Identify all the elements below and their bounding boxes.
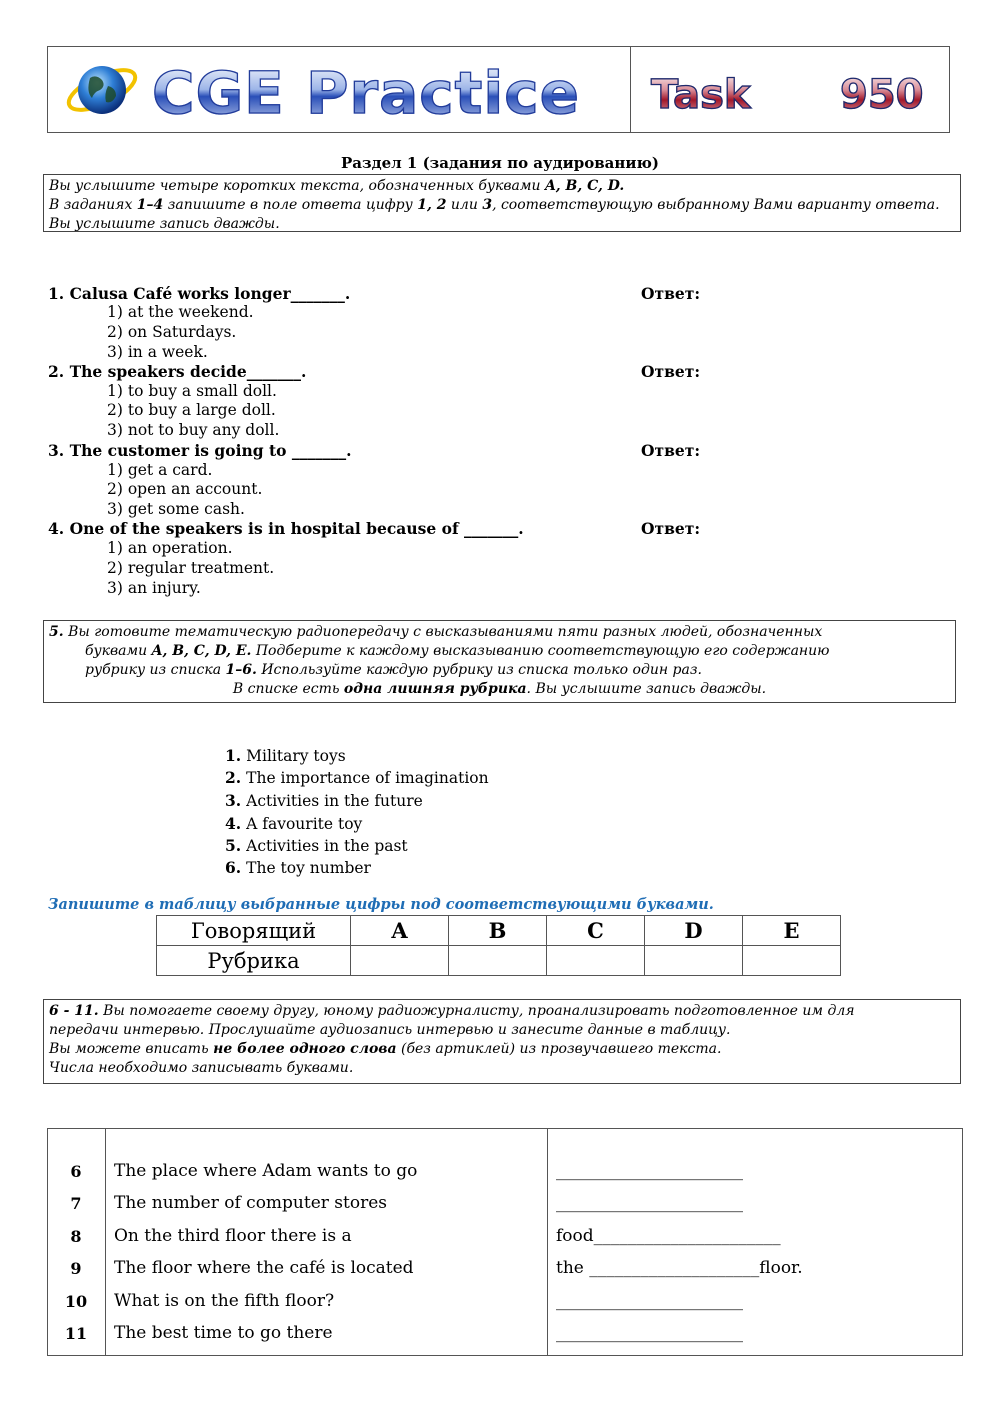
instruction-line: [49, 1040, 955, 1059]
instruction-text: Подберите к каждому высказыванию соответствующую его содержанию: [251, 643, 830, 659]
question-1: 1. Calusa Café works longer_______.: [48, 284, 351, 303]
rubric-text: Military toys: [246, 747, 346, 765]
instruction-text: Вы услышите запись дважды.: [49, 216, 280, 232]
speaker-table: [156, 915, 841, 976]
rubric-number: 2.: [225, 768, 242, 787]
speaker-header: Говорящий: [157, 916, 351, 946]
answer-cell[interactable]: [351, 946, 449, 976]
instruction-text: буквами: [85, 643, 152, 659]
letter-cell: D: [645, 916, 743, 946]
instruction-text: Вы готовите тематическую радиопередачу с высказываниями пяти разных людей, обозначенных: [63, 624, 823, 640]
instruction-bold: 3: [482, 197, 493, 213]
answer-cell[interactable]: [743, 946, 841, 976]
task6-instructions: [43, 999, 961, 1084]
instruction-text: Вы помогаете своему другу, юному радиожурналисту, проанализировать подготовленное им для: [98, 1003, 855, 1019]
answer-blank[interactable]: ______________________: [556, 1291, 743, 1311]
rubric-text: Activities in the past: [246, 837, 408, 855]
rubric-number: 5.: [225, 836, 242, 855]
row-text: The number of computer stores: [114, 1193, 388, 1213]
option: 2) to buy a large doll.: [107, 401, 276, 419]
letter-cell: E: [743, 916, 841, 946]
rubric-number: 3.: [225, 791, 242, 810]
rubric-item: [225, 858, 371, 877]
instruction-line: [49, 623, 950, 642]
globe-icon: [62, 54, 140, 124]
answer-blank[interactable]: ______________________: [556, 1161, 743, 1181]
instruction-line: [49, 642, 950, 661]
instruction-text: Вы услышите четыре коротких текста, обозначенных буквами: [49, 178, 545, 194]
row-number: 6: [70, 1162, 82, 1181]
instruction-bold: A, B, C, D, E.: [151, 643, 252, 659]
answer-label-2: Ответ:: [641, 362, 701, 381]
row-text: On the third floor there is a: [114, 1226, 352, 1246]
option: 1) to buy a small doll.: [107, 382, 277, 400]
instruction-bold: A, B, C, D.: [544, 178, 625, 194]
instruction-line: [49, 1002, 955, 1021]
question-2: 2. The speakers decide_______.: [48, 362, 307, 381]
rubric-header: Рубрика: [157, 946, 351, 976]
instruction-text: В списке есть: [232, 681, 344, 697]
instruction-text: запишите в поле ответа цифру: [163, 197, 418, 213]
letter-cell: A: [351, 916, 449, 946]
instruction-line: [49, 215, 955, 234]
row-number: 7: [70, 1194, 82, 1213]
option: 1) an operation.: [107, 539, 233, 557]
task-number: 950: [840, 72, 924, 118]
instruction-text: . Вы услышите запись дважды.: [526, 681, 767, 697]
answer-blank[interactable]: ______________________: [556, 1323, 743, 1343]
row-number: 9: [70, 1259, 82, 1278]
instruction-line: Числа необходимо записывать буквами.: [49, 1060, 354, 1076]
row-text: The place where Adam wants to go: [114, 1161, 418, 1181]
row-text: What is on the fifth floor?: [114, 1291, 335, 1311]
instruction-line: [49, 661, 950, 680]
instruction-text: В заданиях: [49, 197, 137, 213]
instruction-bold: 1–6.: [225, 662, 257, 678]
rubric-number: 6.: [225, 858, 242, 877]
row-number: 10: [64, 1292, 88, 1311]
answer-cell[interactable]: [449, 946, 547, 976]
rubric-item: [225, 791, 423, 810]
task-number: 5.: [49, 624, 64, 640]
option: 1) get a card.: [107, 461, 213, 479]
option: 2) open an account.: [107, 480, 263, 498]
option: 3) in a week.: [107, 343, 208, 361]
answer-label-3: Ответ:: [641, 441, 701, 460]
answer-blank[interactable]: food______________________: [556, 1226, 781, 1246]
answer-blank[interactable]: the ____________________floor.: [556, 1258, 803, 1278]
rubric-number: 1.: [225, 746, 242, 765]
option: 3) get some cash.: [107, 500, 245, 518]
task5-instructions: [43, 620, 956, 703]
option: 3) an injury.: [107, 579, 201, 597]
instruction-bold: не более одного слова: [213, 1041, 397, 1057]
option: 2) on Saturdays.: [107, 323, 237, 341]
letter-cell: B: [449, 916, 547, 946]
answer-cell[interactable]: [547, 946, 645, 976]
instruction-line: передачи интервью. Прослушайте аудиозапись интервью и занесите данные в таблицу.: [49, 1022, 731, 1038]
instruction-bold: 1, 2: [417, 197, 447, 213]
instruction-bold: 1–4: [136, 197, 164, 213]
section-title: Раздел 1 (задания по аудированию): [341, 154, 659, 172]
rubric-text: A favourite toy: [246, 815, 363, 833]
logo-text: CGE Practice: [152, 59, 580, 127]
answer-label-1: Ответ:: [641, 284, 701, 303]
row-number: 11: [64, 1324, 88, 1343]
task-label: Task: [651, 72, 751, 118]
question-3: 3. The customer is going to _______.: [48, 441, 352, 460]
table-instruction: Запишите в таблицу выбранные цифры под соответствующими буквами.: [48, 896, 714, 913]
row-text: The best time to go there: [114, 1323, 333, 1343]
row-text: The floor where the café is located: [114, 1258, 414, 1278]
instruction-text: , соответствующую выбранному Вами варианту ответа.: [492, 197, 940, 213]
rubric-item: [225, 836, 408, 855]
instruction-line: [49, 680, 950, 699]
section1-instructions: [43, 174, 961, 232]
instruction-line: [49, 177, 955, 196]
question-4: 4. One of the speakers is in hospital because of _______.: [48, 519, 524, 538]
rubric-text: The toy number: [246, 859, 371, 877]
rubric-text: Activities in the future: [246, 792, 423, 810]
answer-blank[interactable]: ______________________: [556, 1193, 743, 1213]
table-row: [157, 916, 841, 946]
rubric-text: The importance of imagination: [246, 769, 489, 787]
answer-label-4: Ответ:: [641, 519, 701, 538]
task-number: 6 - 11.: [49, 1003, 99, 1019]
instruction-text: Используйте каждую рубрику из списка только один раз.: [256, 662, 702, 678]
rubric-item: [225, 746, 346, 765]
letter-cell: C: [547, 916, 645, 946]
instruction-text: рубрику из списка: [85, 662, 226, 678]
instruction-line: [49, 196, 955, 215]
header-divider: [630, 46, 631, 133]
option: 2) regular treatment.: [107, 559, 275, 577]
answer-cell[interactable]: [645, 946, 743, 976]
rubric-item: [225, 768, 489, 787]
instruction-text: или: [446, 197, 483, 213]
row-number: 8: [70, 1227, 82, 1246]
option: 3) not to buy any doll.: [107, 421, 280, 439]
rubric-number: 4.: [225, 814, 242, 833]
instruction-text: (без артиклей) из прозвучавшего текста.: [396, 1041, 722, 1057]
instruction-text: Вы можете вписать: [49, 1041, 214, 1057]
instruction-bold: одна лишняя рубрика: [343, 681, 527, 697]
rubric-item: [225, 814, 362, 833]
table-row: [157, 946, 841, 976]
option: 1) at the weekend.: [107, 303, 254, 321]
